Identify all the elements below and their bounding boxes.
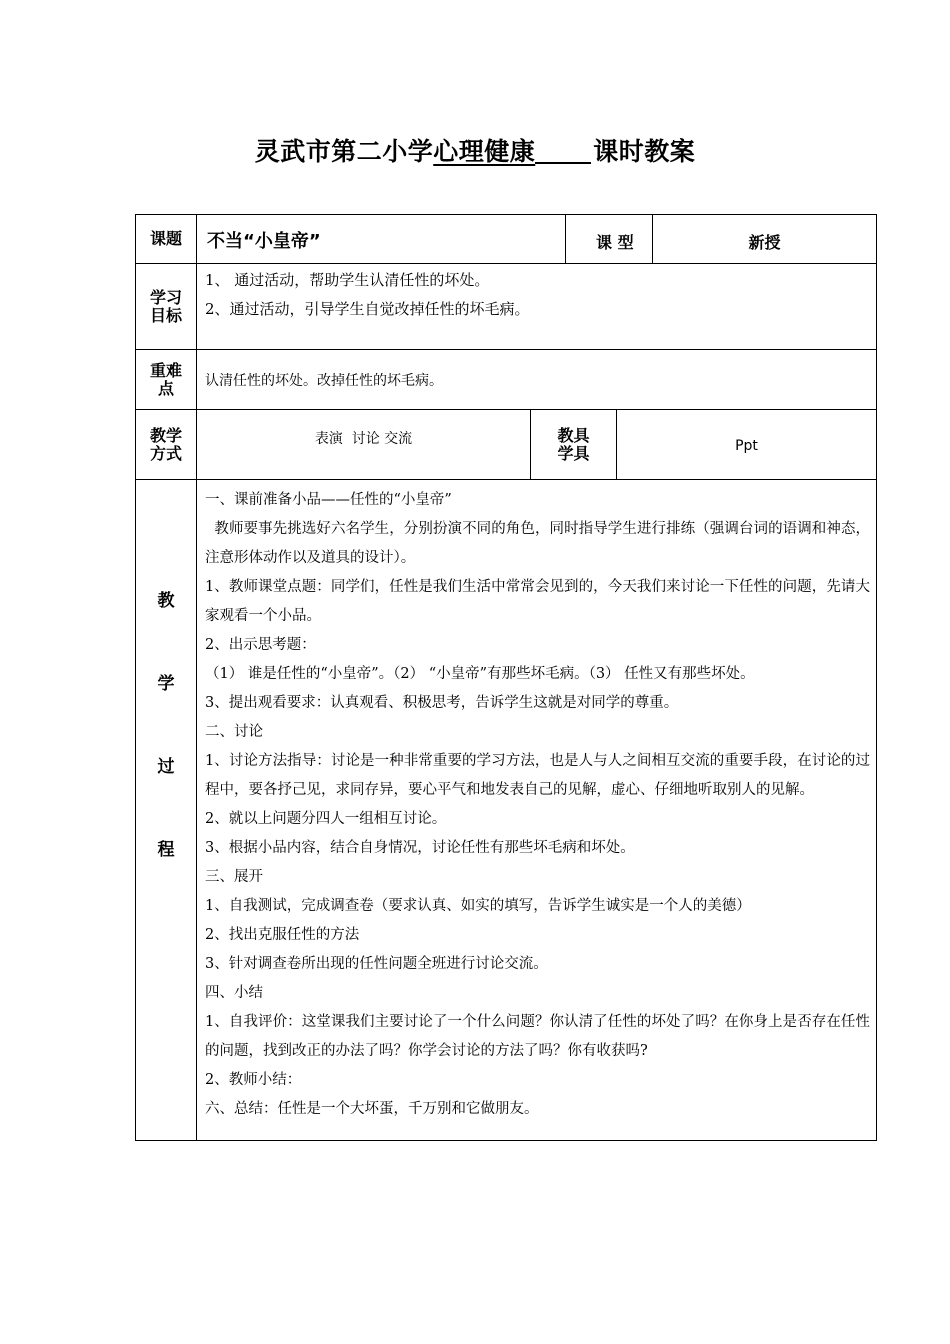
title-suffix: 课时教案 [593,137,696,166]
page-title [0,132,950,168]
process-line: 教师要事先挑选好六名学生，分别扮演不同的角色，同时指导学生进行排练（强调台词的语调和神态，注意形体动作以及道具的设计）。 [205,521,871,566]
title-subject: 心理健康 [433,137,536,166]
method-label-cell [135,409,197,480]
process-line: 2、就以上问题分四人一组相互讨论。 [205,811,447,827]
process-label-char-3: 过 [157,757,175,777]
topic-value: 不当“小皇帝” [207,231,321,252]
process-label-char-4: 程 [157,840,175,860]
topic-label-cell [135,214,197,264]
goals-label-line-2: 目标 [149,305,182,325]
process-line: 1、教师课堂点题：同学们，任性是我们生活中常常会见到的，今天我们来讨论一下任性的问题，先请大家观看一个小品。 [205,579,870,624]
process-label-char-1: 教 [157,591,175,611]
method-value-cell [196,409,531,480]
process-line: 2、找出克服任性的方法 [205,927,360,943]
process-line: 二、讨论 [205,724,263,740]
type-label: 课 型 [596,233,634,252]
process-line: 3、提出观看要求：认真观看、积极思考，告诉学生这就是对同学的尊重。 [205,695,679,711]
lesson-plan-table [135,214,877,1141]
title-blank-line [535,161,591,164]
method-value: 表演 讨论 交流 [314,431,413,447]
method-label-line-1: 教学 [149,425,182,445]
process-label-cell [135,479,197,1141]
goals-value-cell [196,263,877,350]
goals-label-line-1: 学习 [149,287,182,307]
process-line: （1） 谁是任性的“小皇帝”。（2） “小皇帝”有那些坏毛病。（3） 任性又有那些坏处。 [205,666,755,682]
tools-label-cell [530,409,617,480]
type-value: 新授 [748,233,781,252]
process-line: 2、教师小结： [205,1072,302,1088]
difficulty-label-line-2: 点 [157,378,174,398]
goal-item-2: 2、通过活动，引导学生自觉改掉任性的坏毛病。 [205,300,530,318]
process-line: 四、小结 [205,985,263,1001]
goals-label-cell [135,263,197,350]
process-line: 六、总结：任性是一个大坏蛋，千万别和它做朋友。 [205,1101,539,1117]
process-line: 3、根据小品内容，结合自身情况，讨论任性有那些坏毛病和坏处。 [205,840,635,856]
topic-label: 课题 [149,229,182,248]
process-line: 一、课前准备小品——任性的“小皇帝” [205,492,452,508]
process-line: 1、自我测试，完成调查卷（要求认真、如实的填写，告诉学生诚实是一个人的美德） [205,898,751,914]
goal-item-1: 1、 通过活动，帮助学生认清任性的坏处。 [205,271,490,289]
process-content-cell [196,479,877,1141]
title-school: 灵武市第二小学 [254,137,434,166]
difficulty-label-line-1: 重难 [149,360,182,380]
difficulty-value: 认清任性的坏处。改掉任性的坏毛病。 [205,372,443,389]
type-label-cell [565,214,653,264]
process-label-char-2: 学 [157,674,175,694]
tools-label-line-2: 学具 [557,443,590,463]
tools-value-cell [616,409,877,480]
process-line: 三、展开 [205,869,263,885]
topic-value-cell [196,214,566,264]
tools-label-line-1: 教具 [557,425,590,445]
type-value-cell [652,214,877,264]
difficulty-value-cell [196,349,877,410]
process-line: 1、讨论方法指导：讨论是一种非常重要的学习方法，也是人与人之间相互交流的重要手段，在讨论的过程中，要各抒己见，求同存异，要心平气和地发表自己的见解，虚心、仔细地听取别人的见解。 [205,753,870,798]
process-line: 1、自我评价：这堂课我们主要讨论了一个什么问题？你认清了任性的坏处了吗？在你身上是否存在任性的问题，找到改正的办法了吗？你学会讨论的方法了吗？你有收获吗? [205,1014,870,1059]
difficulty-label-cell [135,349,197,410]
method-label-line-2: 方式 [149,443,182,463]
process-line: 2、出示思考题： [205,637,316,653]
process-line: 3、针对调查卷所出现的任性问题全班进行讨论交流。 [205,956,548,972]
tools-value: Ppt [735,438,758,454]
